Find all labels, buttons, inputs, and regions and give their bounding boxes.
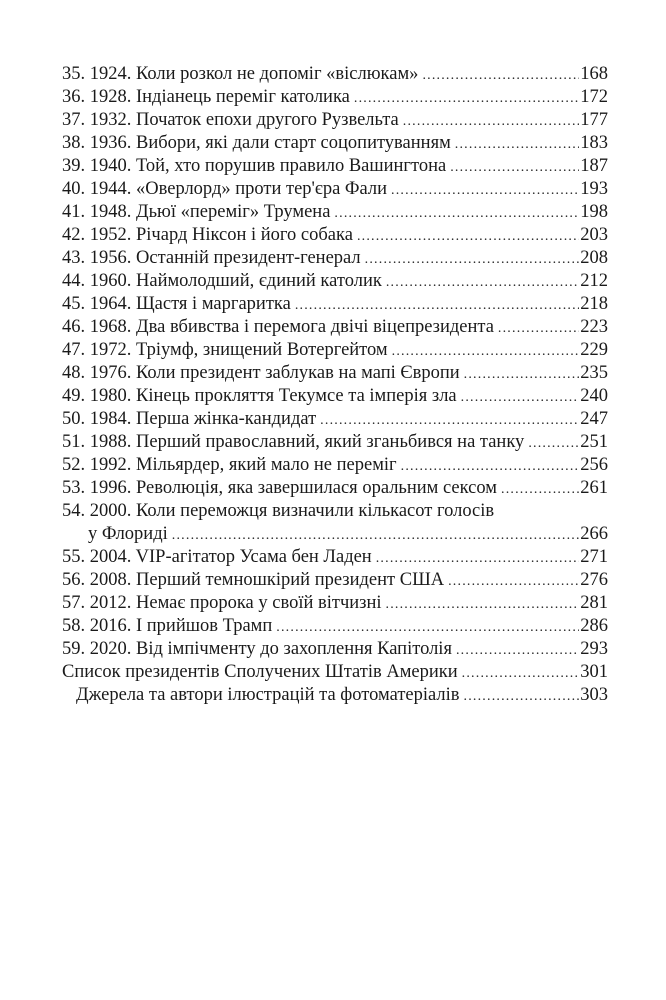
- toc-entry-title: 38. 1936. Вибори, які дали старт соцопитуванням: [62, 133, 451, 153]
- toc-page-number: 261: [580, 478, 608, 498]
- toc-entry-59[interactable]: [0, 638, 666, 661]
- toc-entry-57[interactable]: [0, 592, 666, 615]
- leader-dots: [334, 202, 579, 225]
- toc-entry-58[interactable]: [0, 615, 666, 638]
- leader-dots: [276, 616, 579, 639]
- toc-entry-title: 39. 1940. Той, хто порушив правило Вашингтона: [62, 156, 447, 176]
- leader-dots: [456, 639, 579, 662]
- toc-entry-48[interactable]: [0, 362, 666, 385]
- toc-page-number: 183: [580, 133, 608, 153]
- toc-entry-51[interactable]: [0, 431, 666, 454]
- toc-entry-53[interactable]: [0, 477, 666, 500]
- toc-entry-title: 49. 1980. Кінець прокляття Текумсе та імперія зла: [62, 386, 457, 406]
- toc-entry-title: 41. 1948. Дьюї «переміг» Трумена: [62, 202, 331, 222]
- toc-page-number: 303: [580, 685, 608, 705]
- table-of-contents: [0, 63, 666, 707]
- toc-entry-title: 54. 2000. Коли переможця визначили кількасот голосів: [62, 501, 495, 521]
- toc-entry-title: 55. 2004. VIP-агітатор Усама бен Ладен: [62, 547, 372, 567]
- toc-entry-title: 56. 2008. Перший темношкірий президент США: [62, 570, 445, 590]
- toc-entry-35[interactable]: [0, 63, 666, 86]
- toc-entry-44[interactable]: [0, 270, 666, 293]
- leader-dots: [391, 179, 579, 202]
- leader-dots: [498, 317, 579, 340]
- toc-entry-title: 43. 1956. Останній президент-генерал: [62, 248, 361, 268]
- toc-page-number: 203: [580, 225, 608, 245]
- leader-dots: [448, 570, 579, 593]
- toc-entry-title: 47. 1972. Тріумф, знищений Вотергейтом: [62, 340, 388, 360]
- leader-dots: [501, 478, 579, 501]
- leader-dots: [320, 409, 579, 432]
- toc-entry-presidents-list[interactable]: [0, 661, 666, 684]
- toc-entry-46[interactable]: [0, 316, 666, 339]
- toc-entry-title: 51. 1988. Перший православний, який зганьбився на танку: [62, 432, 525, 452]
- toc-entry-title: 42. 1952. Річард Ніксон і його собака: [62, 225, 353, 245]
- toc-entry-41[interactable]: [0, 201, 666, 224]
- leader-dots: [528, 432, 579, 455]
- toc-entry-title: 53. 1996. Революція, яка завершилася оральним сексом: [62, 478, 497, 498]
- toc-entry-52[interactable]: [0, 454, 666, 477]
- toc-page-number: 218: [580, 294, 608, 314]
- leader-dots: [450, 156, 579, 179]
- toc-page-number: 247: [580, 409, 608, 429]
- toc-page-number: 235: [580, 363, 608, 383]
- toc-entry-title-continued: у Флориді: [88, 524, 168, 544]
- leader-dots: [464, 685, 580, 708]
- leader-dots: [462, 662, 580, 685]
- toc-page-number: 229: [580, 340, 608, 360]
- toc-entry-56[interactable]: [0, 569, 666, 592]
- toc-page-number: 240: [580, 386, 608, 406]
- leader-dots: [386, 271, 579, 294]
- toc-entry-54[interactable]: [0, 500, 666, 546]
- toc-page-number: 271: [580, 547, 608, 567]
- toc-page-number: 286: [580, 616, 608, 636]
- toc-entry-title: 57. 2012. Немає пророка у своїй вітчизні: [62, 593, 382, 613]
- toc-page-number: 301: [580, 662, 608, 682]
- toc-entry-title: 45. 1964. Щастя і маргаритка: [62, 294, 291, 314]
- toc-entry-47[interactable]: [0, 339, 666, 362]
- leader-dots: [365, 248, 580, 271]
- leader-dots: [357, 225, 579, 248]
- leader-dots: [403, 110, 579, 133]
- leader-dots: [422, 64, 579, 87]
- toc-entry-title: 46. 1968. Два вбивства і перемога двічі віцепрезидента: [62, 317, 494, 337]
- toc-page-number: 256: [580, 455, 608, 475]
- toc-page-number: 251: [580, 432, 608, 452]
- toc-entry-49[interactable]: [0, 385, 666, 408]
- toc-entry-title: Список президентів Сполучених Штатів Америки: [62, 662, 458, 682]
- leader-dots: [172, 524, 579, 547]
- toc-page-number: 193: [580, 179, 608, 199]
- toc-entry-title: 36. 1928. Індіанець переміг католика: [62, 87, 350, 107]
- leader-dots: [455, 133, 579, 156]
- toc-page-number: 276: [580, 570, 608, 590]
- leader-dots: [386, 593, 580, 616]
- toc-entry-title: 37. 1932. Початок епохи другого Рузвельта: [62, 110, 399, 130]
- toc-page-number: 281: [580, 593, 608, 613]
- toc-entry-43[interactable]: [0, 247, 666, 270]
- toc-entry-55[interactable]: [0, 546, 666, 569]
- toc-entry-39[interactable]: [0, 155, 666, 178]
- toc-entry-title: 35. 1924. Коли розкол не допоміг «віслюкам»: [62, 64, 419, 84]
- leader-dots: [464, 363, 580, 386]
- toc-page-number: 172: [580, 87, 608, 107]
- leader-dots: [392, 340, 580, 363]
- toc-entry-36[interactable]: [0, 86, 666, 109]
- toc-entry-title: 44. 1960. Наймолодший, єдиний католик: [62, 271, 382, 291]
- toc-entry-40[interactable]: [0, 178, 666, 201]
- toc-page-number: 198: [580, 202, 608, 222]
- toc-page-number: 223: [580, 317, 608, 337]
- toc-entry-42[interactable]: [0, 224, 666, 247]
- leader-dots: [376, 547, 580, 570]
- toc-entry-title: 58. 2016. І прийшов Трамп: [62, 616, 273, 636]
- toc-entry-title: 40. 1944. «Оверлорд» проти тер'єра Фали: [62, 179, 388, 199]
- toc-page-number: 293: [580, 639, 608, 659]
- toc-page-number: 212: [580, 271, 608, 291]
- toc-entry-title: 48. 1976. Коли президент заблукав на мапі Європи: [62, 363, 460, 383]
- toc-entry-sources[interactable]: [0, 684, 666, 707]
- leader-dots: [461, 386, 580, 409]
- toc-entry-title: 52. 1992. Мільярдер, який мало не переміг: [62, 455, 397, 475]
- toc-page-number: 187: [580, 156, 608, 176]
- toc-entry-45[interactable]: [0, 293, 666, 316]
- toc-page-number: 208: [580, 248, 608, 268]
- toc-entry-title: 50. 1984. Перша жінка-кандидат: [62, 409, 317, 429]
- toc-entry-50[interactable]: [0, 408, 666, 431]
- toc-entry-38[interactable]: [0, 132, 666, 155]
- leader-dots: [401, 455, 580, 478]
- toc-entry-title: 59. 2020. Від імпічменту до захоплення Капітолія: [62, 639, 452, 659]
- leader-dots: [295, 294, 579, 317]
- toc-page-number: 266: [580, 524, 608, 544]
- toc-entry-37[interactable]: [0, 109, 666, 132]
- toc-page-number: 168: [580, 64, 608, 84]
- leader-dots: [354, 87, 579, 110]
- toc-entry-title: Джерела та автори ілюстрацій та фотоматеріалів: [76, 685, 460, 705]
- toc-page-number: 177: [580, 110, 608, 130]
